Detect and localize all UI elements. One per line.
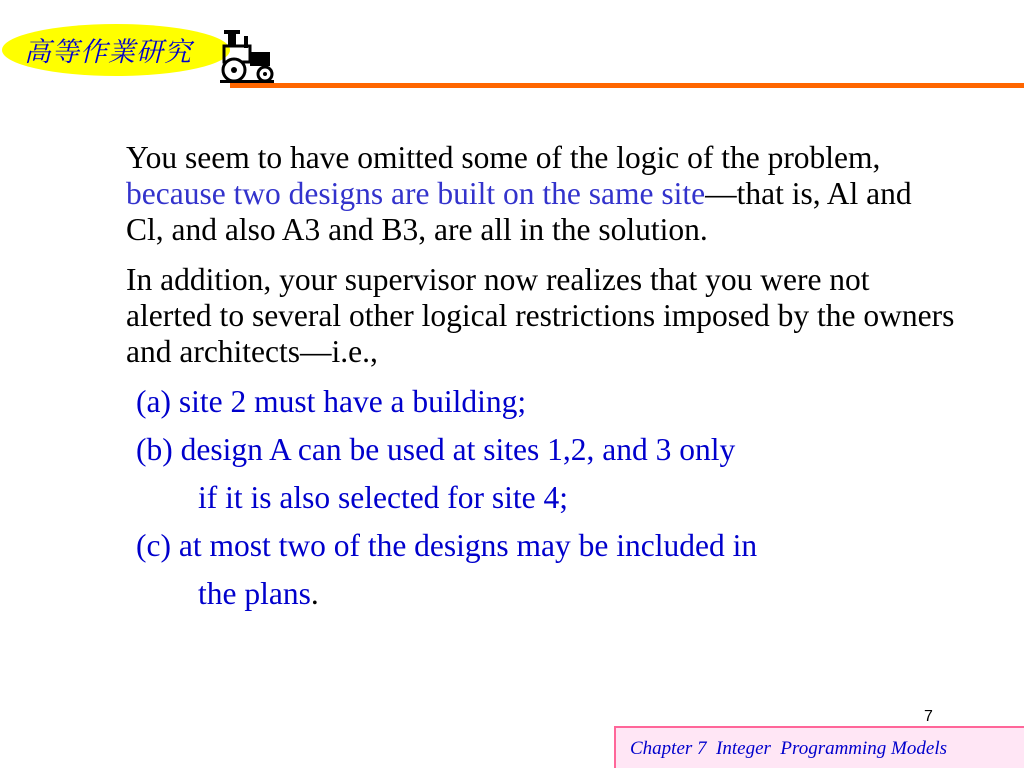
para1-text-a: You seem to have omitted some of the logic of the problem,: [126, 140, 881, 175]
footer-box: [614, 726, 1024, 768]
slide-body: [126, 140, 956, 624]
page-number: 7: [924, 708, 933, 725]
header-rule: [230, 83, 1024, 88]
item-c-line2-wrap: [136, 576, 956, 612]
tractor-icon: [218, 28, 276, 84]
list-item-c: [136, 528, 956, 612]
logo-text: 高等作業研究: [24, 37, 192, 68]
chapter-label: Chapter 7 Integer Programming Models: [630, 738, 947, 759]
item-b-line1: (b) design A can be used at sites 1,2, and 3 only: [136, 432, 736, 467]
list-item-a: (a) site 2 must have a building;: [136, 384, 527, 419]
paragraph-2: In addition, your supervisor now realizes that you were not alerted to several other logical restrictions imposed by the owners and architects—i.e.,: [126, 262, 955, 369]
item-c-line2: the plans: [198, 576, 311, 611]
item-b-line2: if it is also selected for site 4;: [198, 480, 569, 515]
paragraph-1: [126, 140, 956, 248]
item-c-line1: (c) at most two of the designs may be included in: [136, 528, 758, 563]
list-item-b: [136, 432, 956, 516]
para1-highlight: because two designs are built on the same site: [126, 176, 706, 211]
para1-text-b: —that is, Al and Cl, and also A3 and B3, are all in the solution.: [126, 176, 912, 247]
item-c-period: .: [310, 576, 319, 611]
